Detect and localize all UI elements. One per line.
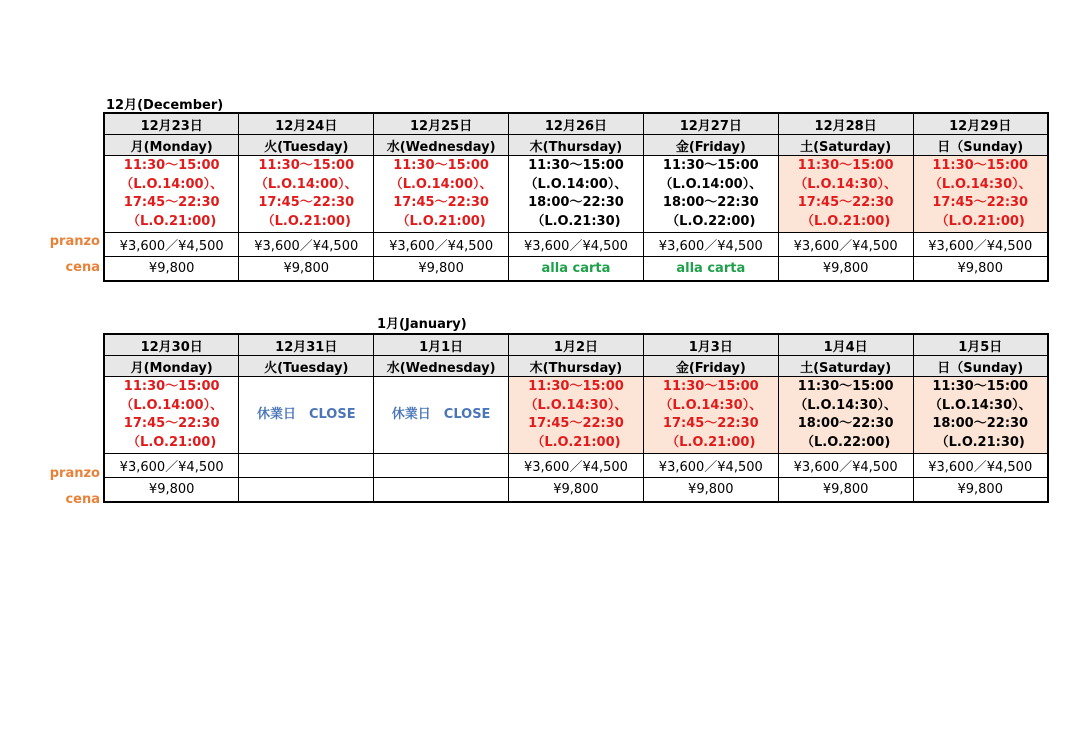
weekday-cell: 水(Wednesday): [374, 135, 509, 156]
hours-line: （L.O.14:00）、: [120, 397, 224, 413]
hours-line: （L.O.14:00）、: [659, 176, 763, 192]
hours-line: （L.O.22:00): [666, 213, 756, 229]
hours-line: 17:45～22:30: [123, 416, 220, 431]
hours-line: （L.O.14:30）、: [794, 397, 898, 413]
date-cell: 1月3日: [643, 334, 778, 356]
cena-row: [104, 478, 1048, 503]
month-title-january: 1月(January): [377, 317, 467, 332]
hours-line: 18:00～22:30: [932, 416, 1029, 431]
pranzo-price-cell: ¥3,600／¥4,500: [509, 454, 644, 478]
hours-cell: [239, 156, 374, 233]
date-cell: 12月31日: [239, 334, 374, 356]
hours-line: （L.O.14:00）、: [524, 176, 628, 192]
weekday-cell: 日（Sunday): [913, 356, 1048, 377]
hours-cell: [778, 156, 913, 233]
hours-line: 17:45～22:30: [258, 195, 355, 210]
cena-price-cell: alla carta: [509, 257, 644, 282]
hours-line: 11:30～15:00: [123, 379, 220, 394]
weekday-cell: 木(Thursday): [509, 356, 644, 377]
weekday-cell: 火(Tuesday): [239, 356, 374, 377]
pranzo-price-cell: ¥3,600／¥4,500: [643, 233, 778, 257]
weekday-cell: 木(Thursday): [509, 135, 644, 156]
hours-line: （L.O.14:30）、: [524, 397, 628, 413]
date-cell: 12月29日: [913, 113, 1048, 135]
hours-cell: [643, 377, 778, 454]
hours-line: 11:30～15:00: [797, 379, 894, 394]
hours-line: （L.O.14:30）、: [794, 176, 898, 192]
cena-price-cell: ¥9,800: [778, 257, 913, 282]
hours-cell: [104, 377, 239, 454]
hours-line: （L.O.14:00）、: [120, 176, 224, 192]
hours-line: 11:30～15:00: [123, 158, 220, 173]
hours-line: 11:30～15:00: [393, 158, 489, 173]
weekday-row: [104, 135, 1048, 156]
pranzo-row: [104, 454, 1048, 478]
hours-line: （L.O.21:00): [127, 434, 217, 450]
date-cell: 1月5日: [913, 334, 1048, 356]
weekday-cell: 月(Monday): [104, 356, 239, 377]
hours-line: 11:30～15:00: [662, 158, 759, 173]
hours-line: 17:45～22:30: [528, 416, 624, 431]
pranzo-price-cell: ¥3,600／¥4,500: [913, 454, 1048, 478]
weekday-row: [104, 356, 1048, 377]
hours-line: 18:00～22:30: [528, 195, 624, 210]
cena-price-cell: [374, 478, 509, 503]
hours-line: （L.O.14:00）、: [254, 176, 358, 192]
hours-line: （L.O.22:00): [801, 434, 891, 450]
hours-line: 17:45～22:30: [393, 195, 489, 210]
pranzo-price-cell: ¥3,600／¥4,500: [104, 233, 239, 257]
hours-cell: [509, 377, 644, 454]
hours-line: 11:30～15:00: [258, 158, 355, 173]
date-cell: 12月26日: [509, 113, 644, 135]
pranzo-price-cell: [239, 454, 374, 478]
hours-line: （L.O.21:00): [127, 213, 217, 229]
hours-line: 11:30～15:00: [932, 379, 1029, 394]
cena-row: [104, 257, 1048, 282]
cena-price-cell: ¥9,800: [778, 478, 913, 503]
hours-cell: [643, 156, 778, 233]
pranzo-row: [104, 233, 1048, 257]
weekday-cell: 土(Saturday): [778, 135, 913, 156]
pranzo-label: pranzo: [49, 234, 100, 249]
hours-line: 17:45～22:30: [932, 195, 1029, 210]
date-row: [104, 113, 1048, 135]
date-cell: 12月25日: [374, 113, 509, 135]
hours-line: （L.O.14:30）、: [928, 176, 1032, 192]
weekday-cell: 水(Wednesday): [374, 356, 509, 377]
pranzo-price-cell: ¥3,600／¥4,500: [374, 233, 509, 257]
weekday-cell: 月(Monday): [104, 135, 239, 156]
cena-price-cell: ¥9,800: [374, 257, 509, 282]
pranzo-price-cell: [374, 454, 509, 478]
pranzo-price-cell: ¥3,600／¥4,500: [509, 233, 644, 257]
date-cell: 1月1日: [374, 334, 509, 356]
hours-line: 11:30～15:00: [662, 379, 759, 394]
date-cell: 1月2日: [509, 334, 644, 356]
hours-line: 休業日 CLOSE: [391, 406, 491, 422]
hours-line: 17:45～22:30: [662, 416, 759, 431]
pranzo-price-cell: ¥3,600／¥4,500: [778, 454, 913, 478]
date-cell: 1月4日: [778, 334, 913, 356]
hours-line: 17:45～22:30: [797, 195, 894, 210]
hours-line: （L.O.21:00): [801, 213, 891, 229]
pranzo-price-cell: ¥3,600／¥4,500: [643, 454, 778, 478]
hours-line: （L.O.14:30）、: [928, 397, 1032, 413]
date-cell: 12月24日: [239, 113, 374, 135]
hours-line: （L.O.21:00): [261, 213, 351, 229]
hours-cell: [913, 156, 1048, 233]
hours-line: 11:30～15:00: [797, 158, 894, 173]
schedule-table-january: [103, 333, 1049, 503]
hours-line: 18:00～22:30: [797, 416, 894, 431]
hours-line: 11:30～15:00: [528, 379, 624, 394]
cena-price-cell: ¥9,800: [239, 257, 374, 282]
hours-line: 休業日 CLOSE: [256, 406, 356, 422]
hours-line: （L.O.21:00): [666, 434, 756, 450]
cena-price-cell: [239, 478, 374, 503]
hours-line: （L.O.21:00): [396, 213, 486, 229]
pranzo-price-cell: ¥3,600／¥4,500: [778, 233, 913, 257]
hours-line: 11:30～15:00: [528, 158, 624, 173]
cena-price-cell: ¥9,800: [104, 257, 239, 282]
cena-price-cell: ¥9,800: [643, 478, 778, 503]
hours-cell: [778, 377, 913, 454]
weekday-cell: 金(Friday): [643, 356, 778, 377]
cena-price-cell: ¥9,800: [104, 478, 239, 503]
hours-line: 18:00～22:30: [662, 195, 759, 210]
pranzo-price-cell: ¥3,600／¥4,500: [104, 454, 239, 478]
hours-row: [104, 377, 1048, 454]
schedule-table-december: [103, 112, 1049, 282]
weekday-cell: 金(Friday): [643, 135, 778, 156]
hours-line: （L.O.21:30): [531, 213, 621, 229]
hours-cell: [374, 377, 509, 454]
weekday-cell: 日（Sunday): [913, 135, 1048, 156]
date-cell: 12月23日: [104, 113, 239, 135]
pranzo-price-cell: ¥3,600／¥4,500: [239, 233, 374, 257]
cena-price-cell: ¥9,800: [913, 478, 1048, 503]
cena-price-cell: alla carta: [643, 257, 778, 282]
hours-line: 17:45～22:30: [123, 195, 220, 210]
hours-cell: [509, 156, 644, 233]
hours-cell: [913, 377, 1048, 454]
date-row: [104, 334, 1048, 356]
date-cell: 12月30日: [104, 334, 239, 356]
hours-line: （L.O.21:00): [531, 434, 621, 450]
hours-line: （L.O.14:00）、: [389, 176, 493, 192]
month-title-december: 12月(December): [106, 98, 224, 113]
hours-line: （L.O.21:00): [935, 213, 1025, 229]
weekday-cell: 土(Saturday): [778, 356, 913, 377]
cena-price-cell: ¥9,800: [509, 478, 644, 503]
hours-line: 11:30～15:00: [932, 158, 1029, 173]
hours-cell: [104, 156, 239, 233]
cena-label: cena: [65, 492, 100, 507]
hours-row: [104, 156, 1048, 233]
hours-cell: [374, 156, 509, 233]
weekday-cell: 火(Tuesday): [239, 135, 374, 156]
date-cell: 12月28日: [778, 113, 913, 135]
pranzo-label: pranzo: [49, 466, 100, 481]
date-cell: 12月27日: [643, 113, 778, 135]
hours-line: （L.O.14:30）、: [659, 397, 763, 413]
hours-line: （L.O.21:30): [935, 434, 1025, 450]
cena-label: cena: [65, 260, 100, 275]
cena-price-cell: ¥9,800: [913, 257, 1048, 282]
hours-cell: [239, 377, 374, 454]
pranzo-price-cell: ¥3,600／¥4,500: [913, 233, 1048, 257]
